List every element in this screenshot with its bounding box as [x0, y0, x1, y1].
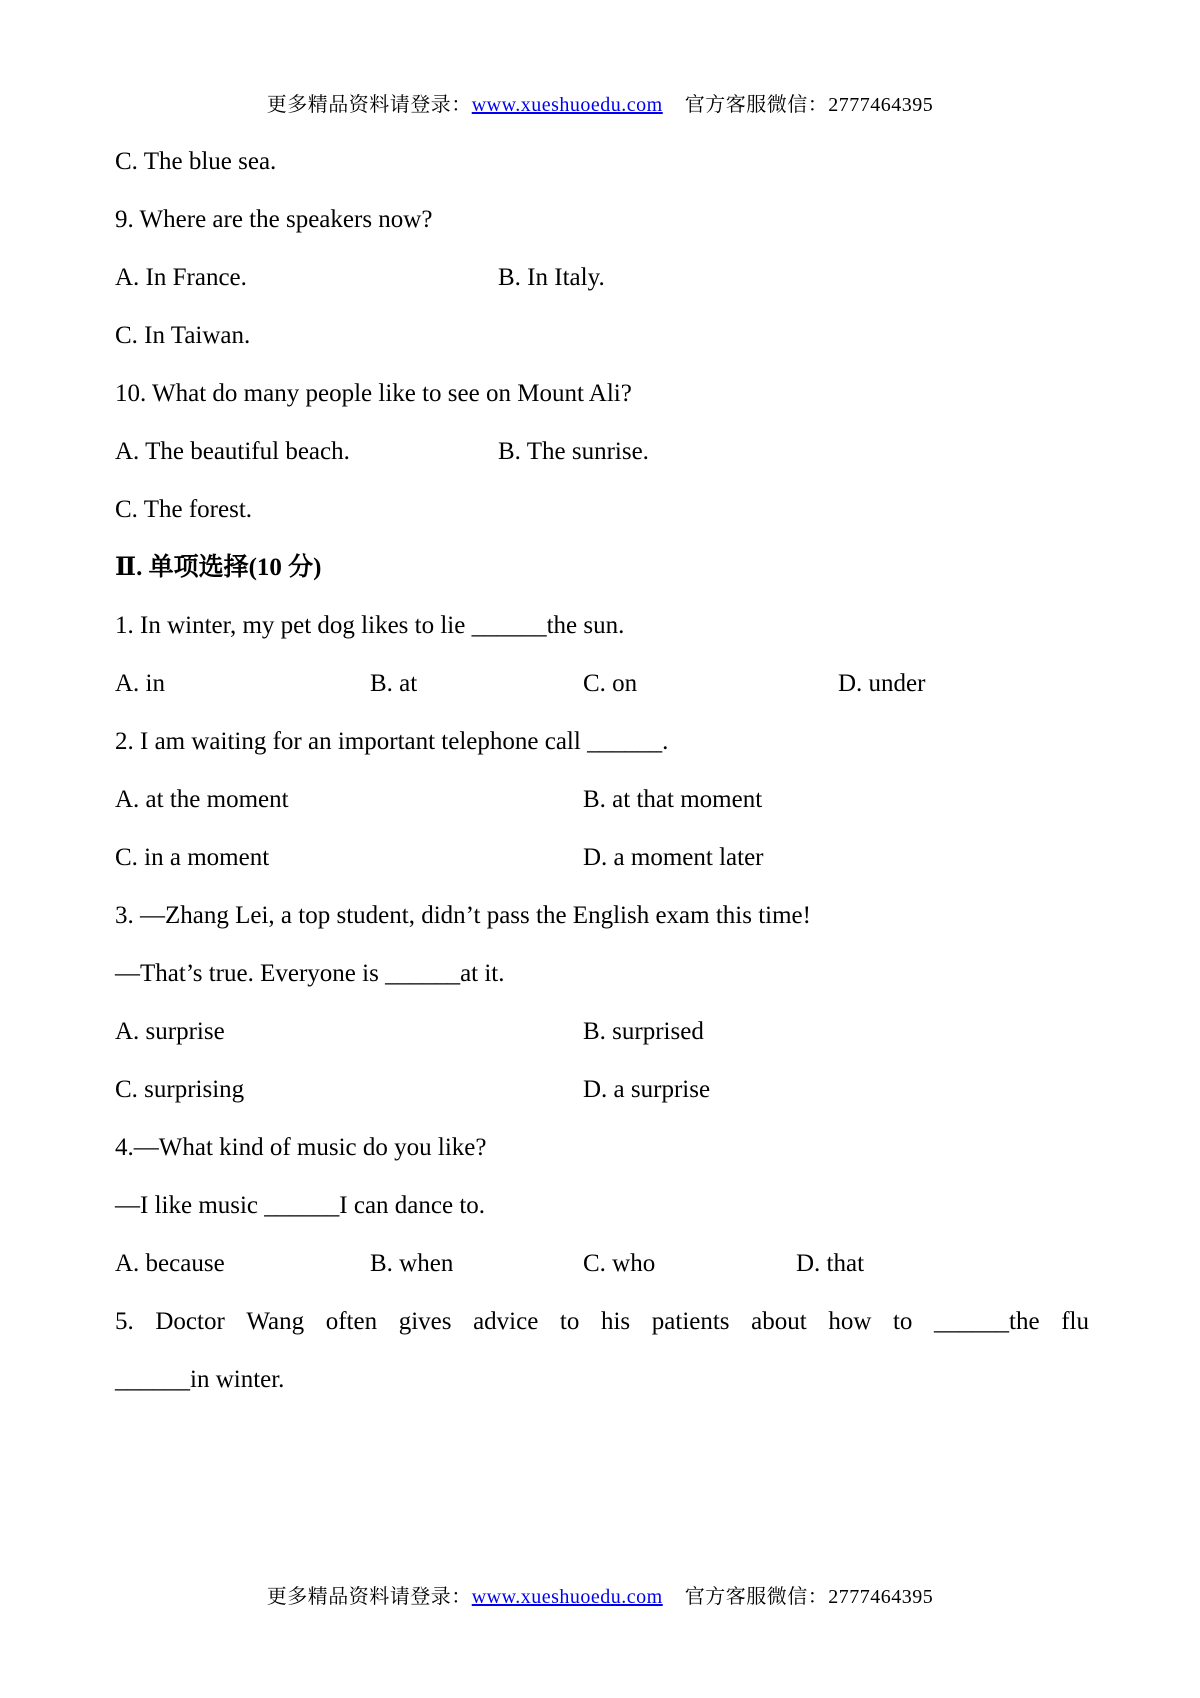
- q9-option-a: A. In France.: [115, 264, 247, 291]
- footer-url-link[interactable]: www.xueshuoedu.com: [471, 1586, 663, 1608]
- q2-option-b: B. at that moment: [583, 786, 763, 813]
- q1-option-d: D. under: [838, 670, 926, 697]
- q3-option-a: A. surprise: [115, 1018, 225, 1045]
- q5-word: 5.: [115, 1308, 134, 1335]
- q4-line2: —I like music ______I can dance to.: [115, 1192, 486, 1219]
- q5-word: Wang: [246, 1308, 305, 1335]
- q5-word: his: [600, 1308, 631, 1335]
- q4-line1: 4.—What kind of music do you like?: [115, 1134, 487, 1161]
- header-url-link[interactable]: www.xueshuoedu.com: [471, 94, 663, 116]
- q2-option-a: A. at the moment: [115, 786, 289, 813]
- q1-option-b: B. at: [370, 670, 418, 697]
- q10-stem: 10. What do many people like to see on Mount Ali?: [115, 380, 632, 407]
- footer-prefix: 更多精品资料请登录：: [266, 1586, 472, 1608]
- q5-word: ______the: [934, 1308, 1040, 1335]
- q5-word: to: [892, 1308, 913, 1335]
- q10-option-b: B. The sunrise.: [498, 438, 649, 465]
- q5-word: often: [325, 1308, 378, 1335]
- footer-service: 官方客服微信：2777464395: [684, 1586, 934, 1608]
- q4-option-c: C. who: [583, 1250, 656, 1277]
- q9-stem: 9. Where are the speakers now?: [115, 206, 433, 233]
- q9-option-c: C. In Taiwan.: [115, 322, 251, 349]
- q2-option-d: D. a moment later: [583, 844, 764, 871]
- q4-option-d: D. that: [796, 1250, 865, 1277]
- header-service: 官方客服微信：2777464395: [684, 94, 934, 116]
- q5-word: advice: [473, 1308, 539, 1335]
- q5-word: flu: [1061, 1308, 1089, 1335]
- q5-word: how: [828, 1308, 872, 1335]
- q10-option-c: C. The forest.: [115, 496, 253, 523]
- q5-word: gives: [398, 1308, 452, 1335]
- q3-option-c: C. surprising: [115, 1076, 245, 1103]
- q5-word: to: [559, 1308, 580, 1335]
- q2-option-c: C. in a moment: [115, 844, 270, 871]
- q5-word: patients: [651, 1308, 730, 1335]
- q4-option-a: A. because: [115, 1250, 225, 1277]
- q5-word: about: [751, 1308, 807, 1335]
- q3-option-d: D. a surprise: [583, 1076, 711, 1103]
- section-title: Ⅱ. 单项选择(10 分): [115, 554, 322, 581]
- q3-option-b: B. surprised: [583, 1018, 704, 1045]
- page-header: [0, 88, 1200, 117]
- q5-line1: [115, 1307, 1089, 1337]
- q1-stem: 1. In winter, my pet dog likes to lie ______the sun.: [115, 612, 625, 639]
- page-footer: [0, 1580, 1200, 1609]
- q9-option-b: B. In Italy.: [498, 264, 605, 291]
- header-prefix: 更多精品资料请登录：: [266, 94, 472, 116]
- q8-option-c: C. The blue sea.: [115, 148, 277, 175]
- q2-stem: 2. I am waiting for an important telephone call ______.: [115, 728, 669, 755]
- q1-option-a: A. in: [115, 670, 165, 697]
- q10-option-a: A. The beautiful beach.: [115, 438, 350, 465]
- q5-word: Doctor: [155, 1308, 225, 1335]
- q1-option-c: C. on: [583, 670, 638, 697]
- q3-line2: —That’s true. Everyone is ______at it.: [115, 960, 505, 987]
- q5-line2: ______in winter.: [115, 1366, 285, 1393]
- q4-option-b: B. when: [370, 1250, 454, 1277]
- q3-line1: 3. —Zhang Lei, a top student, didn’t pass the English exam this time!: [115, 902, 811, 929]
